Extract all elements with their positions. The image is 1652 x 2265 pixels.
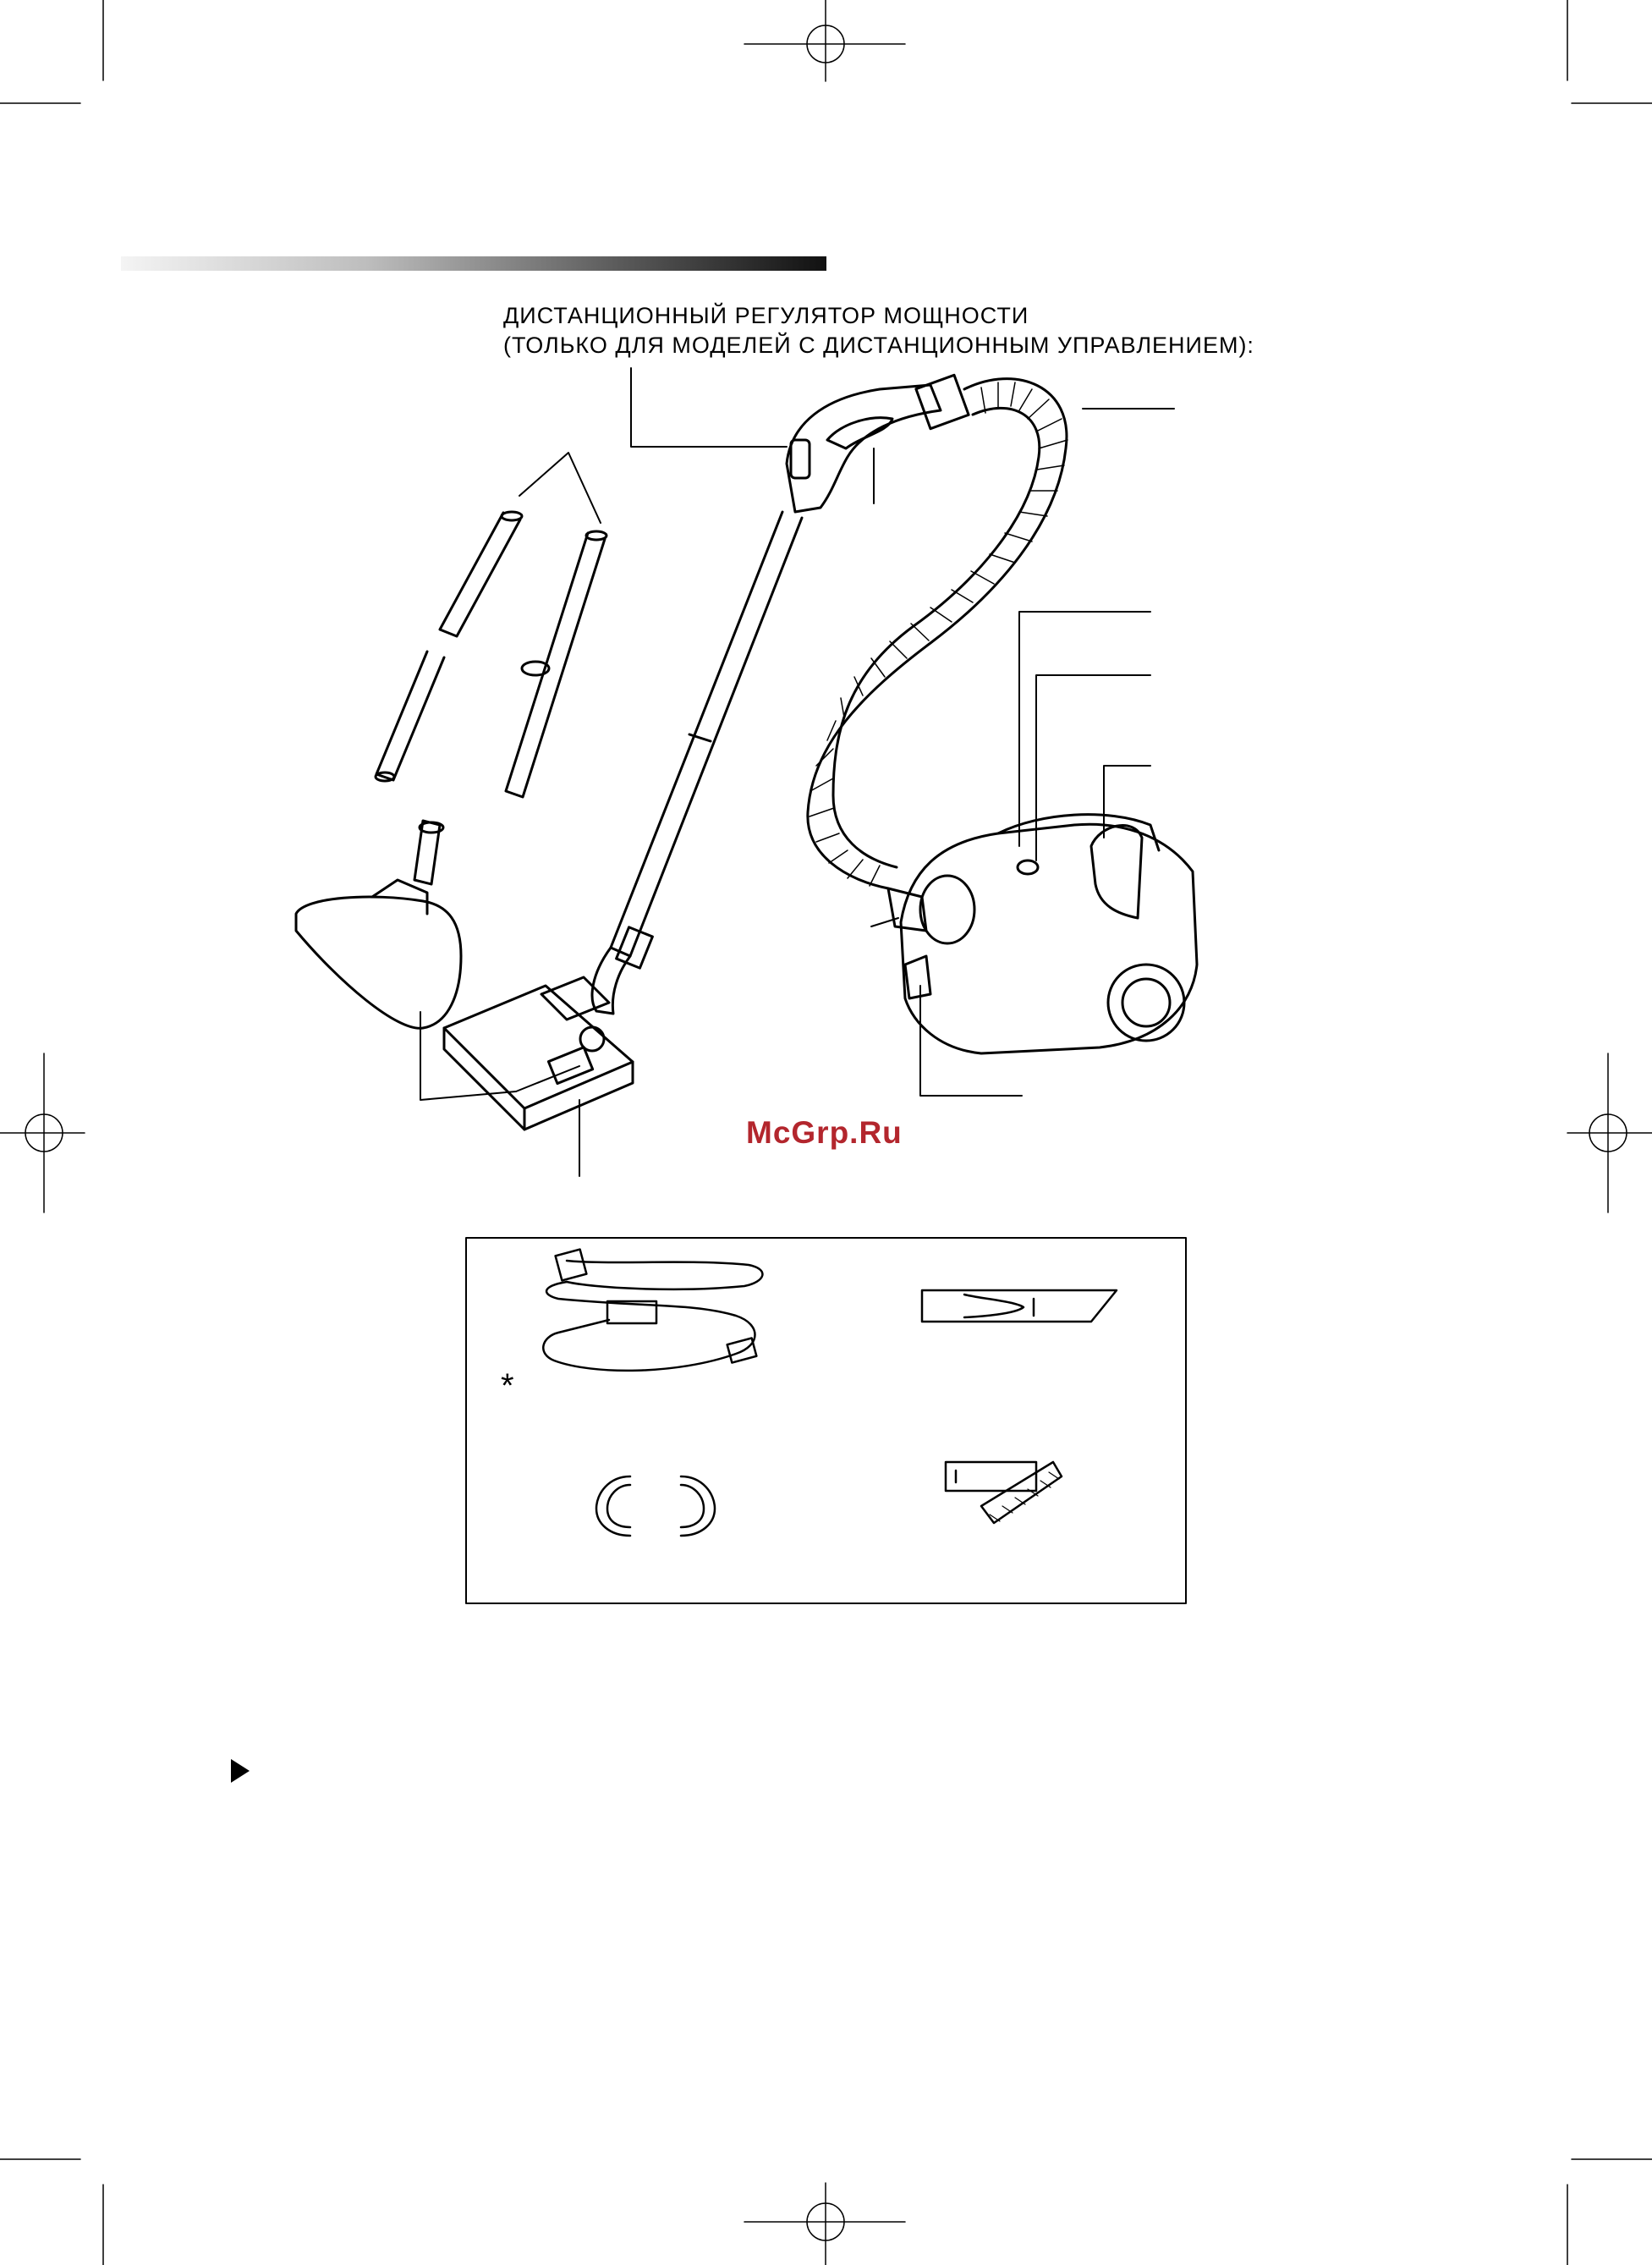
floor-nozzle-main: [444, 977, 633, 1130]
accessories-box: [466, 1238, 1186, 1603]
vacuum-body: [888, 815, 1197, 1053]
callout-lines: [420, 368, 1174, 1176]
tube-plain: [376, 512, 522, 781]
crevice-tool-icon: [922, 1290, 1117, 1322]
registration-mark-top: [744, 0, 905, 81]
hose-handle: [787, 375, 969, 512]
registration-mark-right: [1567, 1053, 1652, 1212]
watermark: McGrp.Ru: [746, 1115, 903, 1150]
flexible-hose: [808, 379, 1067, 888]
tube-telescopic: [506, 531, 606, 797]
caption-line-2: (ТОЛЬКО ДЛЯ МОДЕЛЕЙ С ДИСТАНЦИОННЫМ УПРАВЛЕНИЕМ):: [503, 333, 1254, 358]
main-wand: [592, 512, 802, 1014]
registration-mark-bottom: [744, 2183, 905, 2265]
caption-line-1: ДИСТАНЦИОННЫЙ РЕГУЛЯТОР МОЩНОСТИ: [503, 303, 1029, 328]
bullet-triangle-icon: [231, 1759, 250, 1783]
registration-mark-left: [0, 1053, 85, 1212]
shoulder-strap-icon: [543, 1250, 762, 1371]
floor-nozzle-extra: [296, 821, 461, 1028]
accessory-footnote-asterisk: *: [501, 1367, 514, 1405]
hose-clip-icon: [596, 1476, 715, 1536]
dusting-brush-icon: [946, 1462, 1062, 1523]
